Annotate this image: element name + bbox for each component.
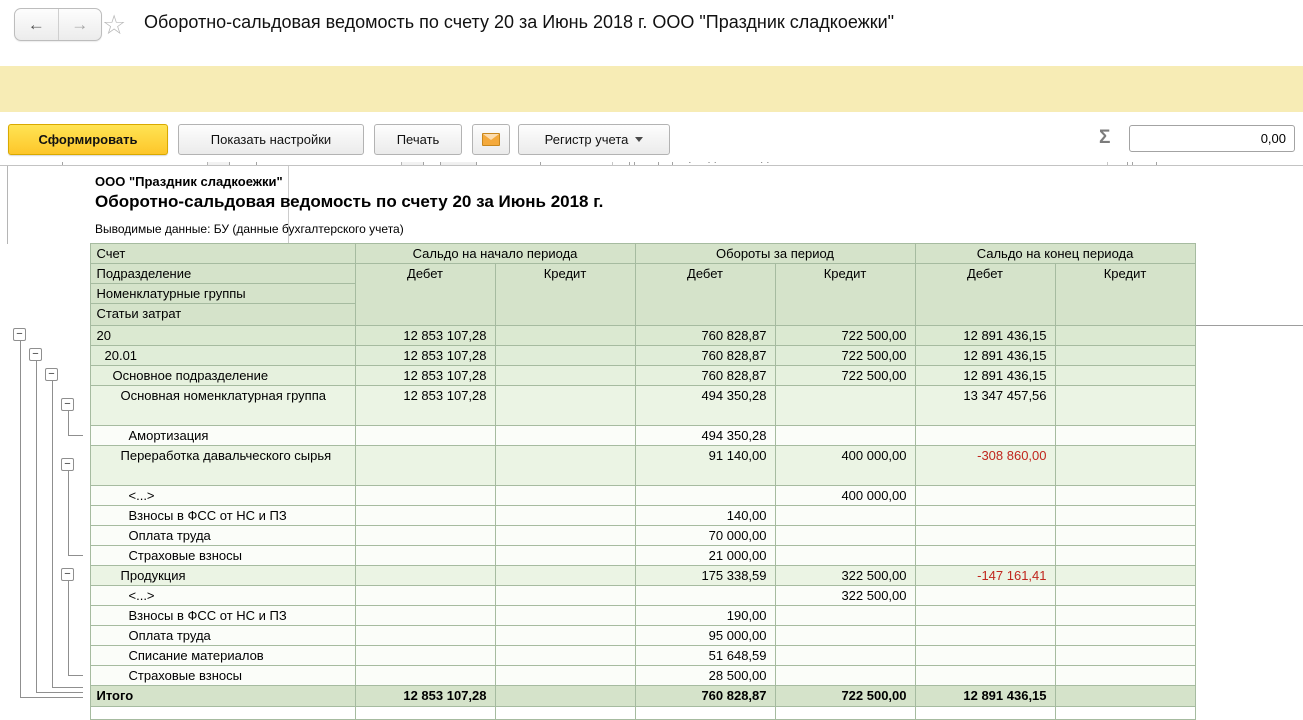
report-toolbar — [0, 118, 1303, 162]
cell-value[interactable] — [495, 486, 635, 506]
cell-value[interactable] — [355, 646, 495, 666]
cell-value[interactable] — [915, 526, 1055, 546]
cell-value[interactable] — [1055, 646, 1195, 666]
tree-connector-line — [20, 697, 83, 698]
table-row — [7, 346, 1195, 366]
cell-value[interactable] — [775, 646, 915, 666]
cell-value[interactable]: 494 350,28 — [635, 386, 775, 426]
cell-value[interactable]: 12 853 107,28 — [355, 386, 495, 426]
table-row — [7, 506, 1195, 526]
envelope-icon — [482, 133, 500, 146]
cell-value[interactable] — [495, 666, 635, 686]
cell-value[interactable]: 760 828,87 — [635, 686, 775, 707]
sum-input[interactable] — [1130, 126, 1294, 151]
header-closing-balance[interactable]: Сальдо на конец периода — [915, 244, 1195, 264]
cell-value[interactable]: 13 347 457,56 — [915, 386, 1055, 426]
cell-value[interactable]: 190,00 — [635, 606, 775, 626]
cell-value[interactable] — [775, 526, 915, 546]
header-period-turnover[interactable]: Обороты за период — [635, 244, 915, 264]
cell-value[interactable] — [915, 486, 1055, 506]
cell-value[interactable] — [495, 546, 635, 566]
tree-connector-line — [68, 471, 69, 555]
window-titlebar — [0, 0, 1303, 62]
collapse-group-button[interactable]: − — [29, 348, 42, 361]
cell-value[interactable] — [355, 486, 495, 506]
cell-value[interactable]: 760 828,87 — [635, 326, 775, 346]
table-row — [7, 366, 1195, 386]
table-row — [7, 426, 1195, 446]
header-debit[interactable]: Дебет — [915, 264, 1055, 326]
cell-value[interactable]: 12 853 107,28 — [355, 326, 495, 346]
cell-row-name[interactable]: Страховые взносы — [90, 666, 355, 686]
cell-value[interactable]: 494 350,28 — [635, 426, 775, 446]
report-title: Оборотно-сальдовая ведомость по счету 20 за Июнь 2018 г. — [95, 192, 604, 211]
table-row — [7, 626, 1195, 646]
cell-value[interactable]: 400 000,00 — [775, 486, 915, 506]
cell-value[interactable] — [1055, 686, 1195, 707]
header-account[interactable]: Счет — [90, 244, 355, 264]
table-row — [7, 386, 1195, 426]
cell-row-name[interactable]: Основное подразделение — [90, 366, 355, 386]
cell-value[interactable] — [355, 506, 495, 526]
header-cost-items[interactable]: Статьи затрат — [90, 304, 355, 326]
header-bottom-line — [1194, 325, 1303, 326]
cell-value[interactable] — [915, 586, 1055, 606]
cell-row-name[interactable]: 20 — [90, 326, 355, 346]
cell-value[interactable] — [775, 626, 915, 646]
cell-value[interactable] — [915, 546, 1055, 566]
collapse-group-button[interactable]: − — [45, 368, 58, 381]
cell-value[interactable] — [1055, 386, 1195, 426]
cell-value[interactable] — [355, 666, 495, 686]
cell-value[interactable] — [355, 526, 495, 546]
table-row — [7, 486, 1195, 506]
cell-value[interactable]: 70 000,00 — [635, 526, 775, 546]
cell-value[interactable]: 12 891 436,15 — [915, 326, 1055, 346]
cell-value[interactable] — [355, 606, 495, 626]
cell-value[interactable] — [1055, 666, 1195, 686]
header-credit[interactable]: Кредит — [495, 264, 635, 326]
table-row — [7, 566, 1195, 586]
tree-connector-line — [68, 411, 69, 435]
header-debit[interactable]: Дебет — [635, 264, 775, 326]
collapse-group-button[interactable]: − — [61, 458, 74, 471]
tree-expand-column — [7, 243, 90, 719]
cell-row-name[interactable]: Амортизация — [90, 426, 355, 446]
cell-value[interactable]: 12 891 436,15 — [915, 686, 1055, 707]
cell-value[interactable] — [355, 566, 495, 586]
table-row — [7, 546, 1195, 566]
back-arrow-button[interactable]: ← — [15, 9, 59, 40]
header-credit[interactable]: Кредит — [1055, 264, 1195, 326]
header-debit[interactable]: Дебет — [355, 264, 495, 326]
cell-value[interactable] — [495, 646, 635, 666]
total-row — [7, 686, 1195, 707]
cell-value[interactable] — [495, 626, 635, 646]
forward-arrow-button[interactable]: → — [71, 14, 89, 34]
cell-value[interactable]: 140,00 — [635, 506, 775, 526]
cell-value[interactable]: 95 000,00 — [635, 626, 775, 646]
cell-value[interactable]: 400 000,00 — [775, 446, 915, 486]
cell-value[interactable] — [1055, 506, 1195, 526]
table-header-row — [7, 244, 1195, 264]
cell-value[interactable] — [495, 386, 635, 426]
report-table — [7, 243, 1196, 720]
table-row — [7, 666, 1195, 686]
tree-connector-line — [52, 687, 83, 688]
header-credit[interactable]: Кредит — [775, 264, 915, 326]
cell-value[interactable]: 28 500,00 — [635, 666, 775, 686]
cell-value[interactable]: 21 000,00 — [635, 546, 775, 566]
cell-value[interactable] — [495, 426, 635, 446]
cell-row-name[interactable]: Основная номенклатурная группа — [90, 386, 355, 426]
filter-bar — [0, 66, 1303, 112]
report-area — [0, 165, 1303, 718]
cell-value[interactable] — [1055, 526, 1195, 546]
cell-row-name[interactable]: Оплата труда — [90, 526, 355, 546]
cell-value[interactable]: 722 500,00 — [775, 346, 915, 366]
cell-row-name[interactable]: Продукция — [90, 566, 355, 586]
cell-value[interactable] — [355, 446, 495, 486]
cell-value[interactable]: 12 853 107,28 — [355, 366, 495, 386]
cell-value[interactable] — [355, 426, 495, 446]
table-row — [7, 606, 1195, 626]
cell-value[interactable] — [1055, 626, 1195, 646]
page-title: Оборотно-сальдовая ведомость по счету 20 за Июнь 2018 г. ООО "Праздник сладкоежки" — [144, 12, 895, 32]
collapse-group-button[interactable]: − — [13, 328, 26, 341]
cell-value[interactable] — [1055, 326, 1195, 346]
cell-value[interactable] — [1055, 486, 1195, 506]
cell-value[interactable] — [775, 506, 915, 526]
cell-value[interactable]: 322 500,00 — [775, 566, 915, 586]
collapse-group-button[interactable]: − — [61, 398, 74, 411]
cell-value[interactable]: 722 500,00 — [775, 366, 915, 386]
sigma-icon: Σ — [1099, 127, 1111, 148]
cell-value[interactable] — [775, 426, 915, 446]
cell-value[interactable]: 91 140,00 — [635, 446, 775, 486]
tree-connector-line — [68, 555, 83, 556]
cell-row-name[interactable]: 20.01 — [90, 346, 355, 366]
cell-value[interactable]: -147 161,41 — [915, 566, 1055, 586]
cell-value[interactable] — [1055, 366, 1195, 386]
cell-row-name[interactable]: Взносы в ФСС от НС и ПЗ — [90, 506, 355, 526]
tree-connector-line — [68, 581, 69, 675]
register-menu-button[interactable] — [518, 124, 670, 155]
cell-value[interactable]: 12 853 107,28 — [355, 686, 495, 707]
cell-row-name[interactable]: Взносы в ФСС от НС и ПЗ — [90, 606, 355, 626]
table-header-row — [7, 264, 1195, 284]
tree-connector-line — [52, 381, 53, 687]
cell-value[interactable] — [495, 566, 635, 586]
cell-value[interactable]: 51 648,59 — [635, 646, 775, 666]
table-row — [7, 526, 1195, 546]
register-menu-label: Регистр учета — [544, 132, 629, 147]
table-row — [7, 326, 1195, 346]
cell-value[interactable] — [1055, 566, 1195, 586]
tree-connector-line — [20, 341, 21, 697]
cell-value[interactable] — [1055, 446, 1195, 486]
nav-history-buttons — [14, 8, 102, 41]
cell-value[interactable]: -308 860,00 — [915, 446, 1055, 486]
cell-value[interactable] — [635, 586, 775, 606]
cell-value[interactable] — [775, 546, 915, 566]
favorite-star-icon[interactable]: ☆ — [102, 10, 127, 40]
cell-value[interactable]: 12 891 436,15 — [915, 346, 1055, 366]
cell-value[interactable] — [1055, 346, 1195, 366]
table-row — [7, 646, 1195, 666]
cell-row-name[interactable]: <...> — [90, 586, 355, 606]
cell-row-name[interactable]: Страховые взносы — [90, 546, 355, 566]
show-settings-button[interactable]: Показать настройки — [178, 124, 364, 155]
cell-value[interactable] — [915, 606, 1055, 626]
header-opening-balance[interactable]: Сальдо на начало периода — [355, 244, 635, 264]
tree-connector-line — [68, 675, 83, 676]
cell-value[interactable]: 722 500,00 — [775, 326, 915, 346]
cell-value[interactable] — [915, 626, 1055, 646]
cell-value[interactable] — [775, 386, 915, 426]
cell-value[interactable]: 760 828,87 — [635, 366, 775, 386]
tree-connector-line — [36, 361, 37, 692]
cell-value[interactable] — [1055, 546, 1195, 566]
cell-value[interactable] — [915, 506, 1055, 526]
cell-row-name[interactable]: <...> — [90, 486, 355, 506]
cell-value[interactable] — [495, 686, 635, 707]
cell-value[interactable]: 722 500,00 — [775, 686, 915, 707]
cell-value[interactable] — [495, 346, 635, 366]
report-data-note: Выводимые данные: БУ (данные бухгалтерского учета) — [95, 222, 404, 236]
cell-value[interactable] — [1055, 426, 1195, 446]
cell-value[interactable] — [355, 546, 495, 566]
cell-value[interactable] — [775, 606, 915, 626]
cell-value[interactable] — [495, 586, 635, 606]
cell-value[interactable]: 760 828,87 — [635, 346, 775, 366]
cell-value[interactable] — [355, 586, 495, 606]
cell-value[interactable] — [495, 446, 635, 486]
cell-row-name[interactable]: Итого — [90, 686, 355, 707]
cell-value[interactable] — [495, 366, 635, 386]
cell-value[interactable] — [495, 606, 635, 626]
cell-value[interactable] — [355, 626, 495, 646]
cell-value[interactable] — [915, 646, 1055, 666]
cell-value[interactable]: 175 338,59 — [635, 566, 775, 586]
cell-row-name[interactable]: Оплата труда — [90, 626, 355, 646]
generate-button[interactable]: Сформировать — [8, 124, 168, 155]
email-button[interactable] — [472, 124, 510, 155]
print-button[interactable]: Печать — [374, 124, 462, 155]
cell-value[interactable] — [915, 666, 1055, 686]
cell-value[interactable] — [1055, 606, 1195, 626]
cell-value[interactable] — [915, 426, 1055, 446]
collapse-group-button[interactable]: − — [61, 568, 74, 581]
report-company-name: ООО "Праздник сладкоежки" — [95, 174, 283, 189]
header-department[interactable]: Подразделение — [90, 264, 355, 284]
tree-connector-line — [36, 692, 83, 693]
cell-value[interactable] — [495, 506, 635, 526]
tree-connector-line — [68, 435, 83, 436]
cell-value[interactable] — [635, 486, 775, 506]
cell-value[interactable] — [775, 666, 915, 686]
cell-value[interactable]: 12 853 107,28 — [355, 346, 495, 366]
cell-value[interactable] — [495, 526, 635, 546]
chevron-down-icon — [635, 137, 643, 142]
cell-row-name[interactable]: Переработка давальческого сырья — [90, 446, 355, 486]
cell-value[interactable]: 12 891 436,15 — [915, 366, 1055, 386]
cell-value[interactable] — [1055, 586, 1195, 606]
sum-field — [1129, 125, 1295, 152]
cell-value[interactable]: 322 500,00 — [775, 586, 915, 606]
cell-row-name[interactable]: Списание материалов — [90, 646, 355, 666]
table-row — [7, 586, 1195, 606]
cell-value[interactable] — [495, 326, 635, 346]
header-nomenclature-groups[interactable]: Номенклатурные группы — [90, 284, 355, 304]
table-row — [7, 446, 1195, 486]
